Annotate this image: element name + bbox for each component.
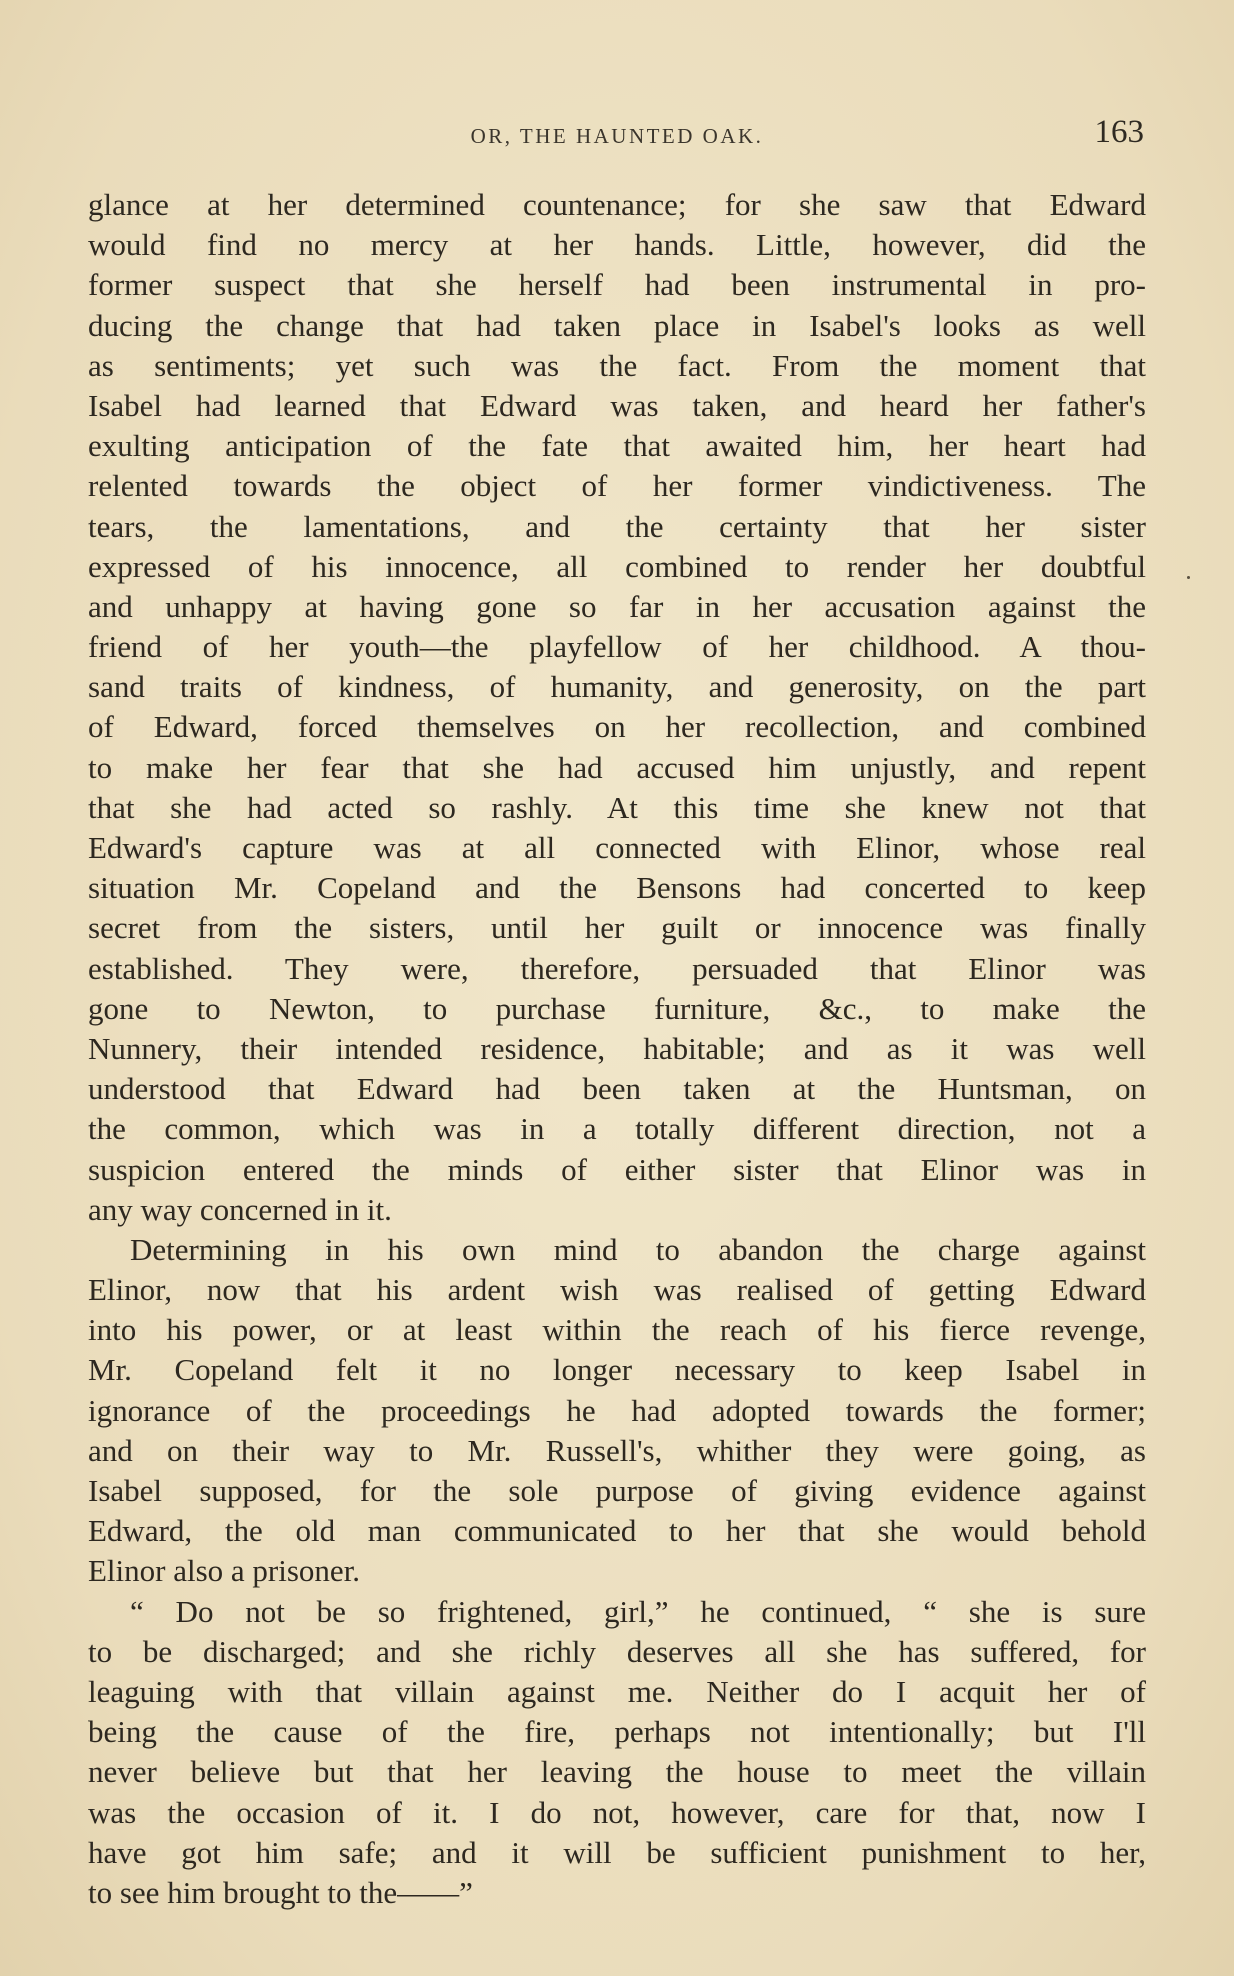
text-line: Determining in his own mind to abandon the charge against (130, 1231, 1146, 1267)
text-line: being the cause of the fire, perhaps not intentionally; but I'll (88, 1714, 1146, 1750)
text-line: of Edward, forced themselves on her recollection, and combined (88, 709, 1146, 745)
text-line: suspicion entered the minds of either sister that Elinor was in (88, 1151, 1146, 1187)
text-line: to see him brought to the——” (88, 1874, 473, 1910)
text-line: would find no mercy at her hands. Little, however, did the (88, 227, 1146, 263)
text-line: expressed of his innocence, all combined to render her doubtful (88, 548, 1146, 584)
text-line: Elinor, now that his ardent wish was realised of getting Edward (88, 1272, 1146, 1308)
text-line: Edward, the old man communicated to her that she would behold (88, 1513, 1146, 1549)
page-header (90, 114, 1144, 154)
text-line: Isabel had learned that Edward was taken, and heard her father's (88, 387, 1146, 423)
text-line: was the occasion of it. I do not, however, care for that, now I (88, 1794, 1146, 1830)
text-line: as sentiments; yet such was the fact. From the moment that (88, 347, 1146, 383)
page-number: 163 (1094, 114, 1144, 150)
text-line: understood that Edward had been taken at the Huntsman, on (88, 1071, 1146, 1107)
text-line: the common, which was in a totally different direction, not a (88, 1111, 1146, 1147)
text-line: friend of her youth—the playfellow of her childhood. A thou- (88, 629, 1146, 665)
text-line: any way concerned in it. (88, 1191, 392, 1227)
body-text (88, 185, 1146, 1913)
text-line: situation Mr. Copeland and the Bensons had concerted to keep (88, 870, 1146, 906)
text-line: Nunnery, their intended residence, habitable; and as it was well (88, 1030, 1146, 1066)
text-line: former suspect that she herself had been instrumental in pro- (88, 267, 1146, 303)
text-line: leaguing with that villain against me. Neither do I acquit her of (88, 1673, 1146, 1709)
text-line: that she had acted so rashly. At this time she knew not that (88, 789, 1146, 825)
text-line: into his power, or at least within the reach of his fierce revenge, (88, 1312, 1146, 1348)
running-title: OR, THE HAUNTED OAK. (470, 124, 764, 148)
text-line: established. They were, therefore, persuaded that Elinor was (88, 950, 1146, 986)
text-line: exulting anticipation of the fate that awaited him, her heart had (88, 428, 1146, 464)
text-line: and on their way to Mr. Russell's, whither they were going, as (88, 1432, 1146, 1468)
text-line: never believe but that her leaving the house to meet the villain (88, 1754, 1146, 1790)
text-line: tears, the lamentations, and the certainty that her sister (88, 508, 1146, 544)
text-line: Elinor also a prisoner. (88, 1553, 361, 1589)
text-line: “ Do not be so frightened, girl,” he continued, “ she is sure (130, 1593, 1146, 1629)
text-line: Isabel supposed, for the sole purpose of giving evidence against (88, 1473, 1146, 1508)
text-line: ignorance of the proceedings he had adopted towards the former; (88, 1392, 1146, 1428)
text-line: Edward's capture was at all connected with Elinor, whose real (88, 830, 1146, 865)
text-line: and unhappy at having gone so far in her accusation against the (88, 588, 1146, 624)
text-line: Mr. Copeland felt it no longer necessary to keep Isabel in (88, 1352, 1146, 1388)
text-line: sand traits of kindness, of humanity, and generosity, on the part (88, 669, 1146, 705)
text-line: to make her fear that she had accused him unjustly, and repent (88, 749, 1146, 785)
text-line: gone to Newton, to purchase furniture, &c., to make the (88, 990, 1146, 1026)
text-line: ducing the change that had taken place in Isabel's looks as well (88, 307, 1146, 343)
margin-speck (1187, 576, 1190, 579)
text-line: have got him safe; and it will be sufficient punishment to her, (88, 1834, 1146, 1870)
text-line: to be discharged; and she richly deserves all she has suffered, for (88, 1633, 1146, 1669)
text-line: secret from the sisters, until her guilt or innocence was finally (88, 910, 1146, 946)
text-line: glance at her determined countenance; for she saw that Edward (88, 187, 1146, 222)
text-line: relented towards the object of her former vindictiveness. The (88, 468, 1146, 504)
